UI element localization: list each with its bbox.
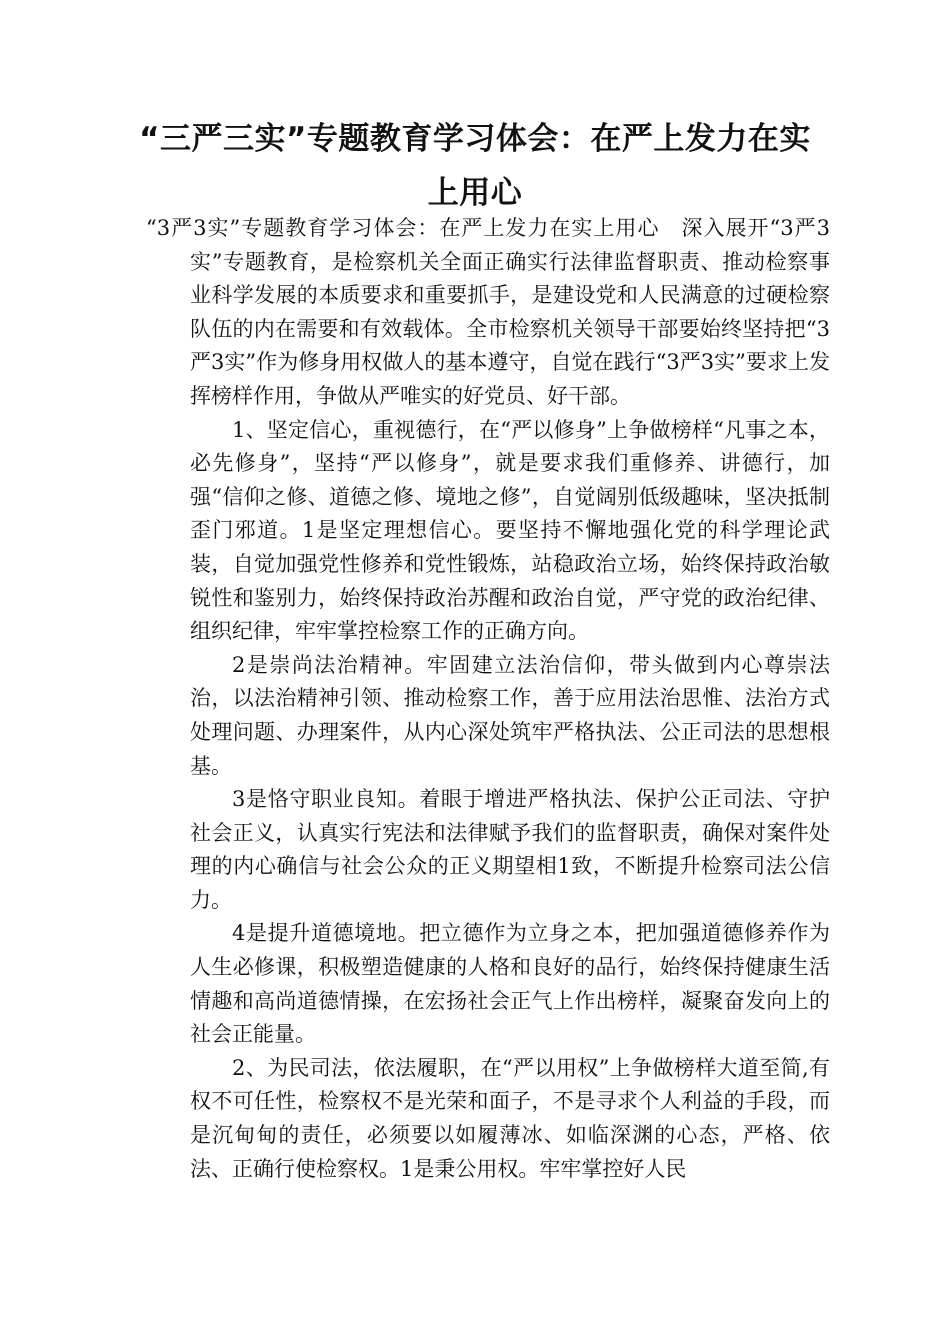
paragraph-point-4: 4是提升道德境地。把立德作为立身之本，把加强道德修养作为人生必修课，积极塑造健康的人格和良好的品行，始终保持健康生活情趣和高尚道德情操，在宏扬社会正气上作出榜样，凝聚奋发向上的社会正能量。 <box>190 921 830 1047</box>
paragraph-point-2: 2是崇尚法治精神。牢固建立法治信仰，带头做到内心尊崇法治，以法治精神引领、推动检察工作，善于应用法治思惟、法治方式处理问题、办理案件，从内心深处筑牢严格执法、公正司法的思想根基。 <box>190 652 830 778</box>
paragraph-point-3: 3是恪守职业良知。着眼于增进严格执法、保护公正司法、守护社会正义，认真实行宪法和法律赋予我们的监督职责，确保对案件处理的内心确信与社会公众的正义期望相1致，不断提升检察司法公信力。 <box>190 787 830 912</box>
paragraph-section-2: 2、为民司法，依法履职，在“严以用权”上争做榜样大道至简,有权不可任性，检察权不是光荣和面子，不是寻求个人利益的手段，而是沉甸甸的责任，必须要以如履薄冰、如临深渊的心态，严格、依法、正确行使检察权。1是秉公用权。牢牢掌控好人民 <box>190 1055 830 1181</box>
paragraph-section-1: 1、坚定信心，重视德行，在“严以修身”上争做榜样“凡事之本，必先修身”，坚持“严以修身”，就是要求我们重修养、讲德行，加强“信仰之修、道德之修、境地之修”，自觉阔别低级趣味，坚决抵制歪门邪道。1是坚定理想信心。要坚持不懈地强化党的科学理论武装，自觉加强党性修养和党性锻炼，站稳政治立场，始终保持政治敏锐性和鉴别力，始终保持政治苏醒和政治自觉，严守党的政治纪律、组织纪律，牢牢掌控检察工作的正确方向。 <box>190 417 830 644</box>
document-body <box>146 212 830 1186</box>
document-title: “三严三实”专题教育学习体会：在严上发力在实上用心 <box>139 121 811 211</box>
paragraph-intro: “3严3实”专题教育学习体会：在严上发力在实上用心 深入展开“3严3实”专题教育，是检察机关全面正确实行法律监督职责、推动检察事业科学发展的本质要求和重要抓手，是建设党和人民满意的过硬检察队伍的内在需要和有效载体。全市检察机关领导干部要始终坚持把“3严3实”作为修身用权做人的基本遵守，自觉在践行“3严3实”要求上发挥榜样作用，争做从严唯实的好党员、好干部。 <box>146 216 830 408</box>
